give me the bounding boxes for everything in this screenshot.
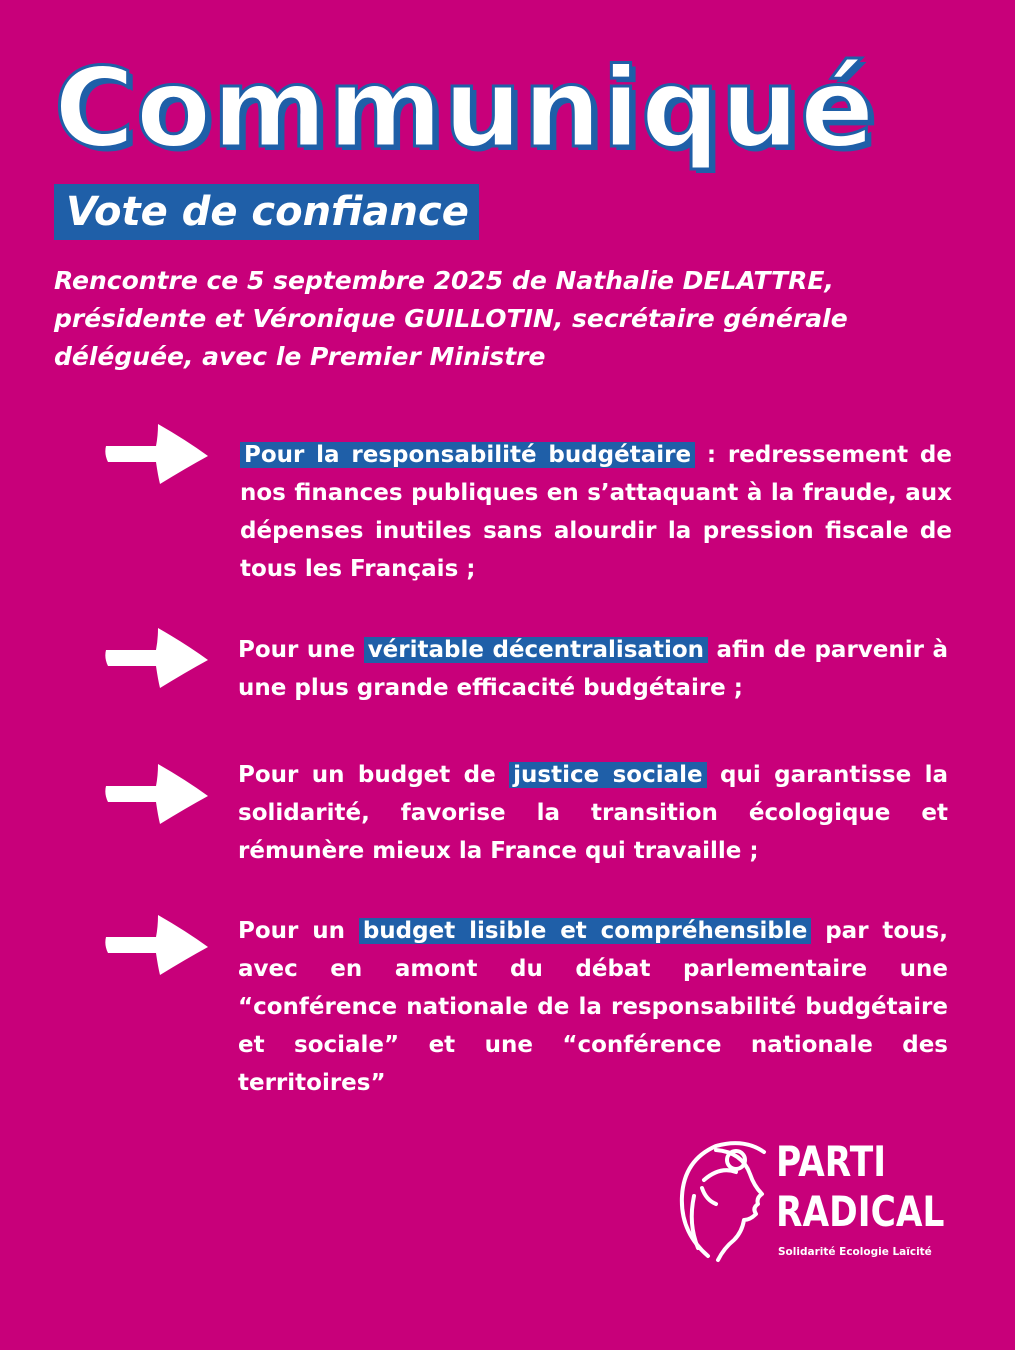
item-highlight: Pour la responsabilité budgétaire xyxy=(240,442,695,468)
marianne-icon xyxy=(672,1136,772,1264)
intro-text: Rencontre ce 5 septembre 2025 de Nathalie DELATTRE, présidente et Véronique GUILLOTIN, secrétaire générale déléguée, avec le Premier Ministre xyxy=(54,266,848,371)
item-highlight: justice sociale xyxy=(509,762,706,788)
arrow-right-icon xyxy=(100,762,212,826)
list-item-text xyxy=(238,912,948,1102)
arrow-right-icon xyxy=(100,626,212,690)
list-item-text xyxy=(238,756,948,870)
list-item-text xyxy=(240,436,952,588)
item-after: : redressement de nos finances publiques en s’attaquant à la fraude, aux dépenses inutiles sans alourdir la pression fiscale de tous les Français ; xyxy=(240,442,952,582)
arrow-right-icon xyxy=(100,422,212,486)
item-after: afin de parvenir à une plus grande efficacité budgétaire ; xyxy=(238,637,948,701)
list-item-text xyxy=(238,631,948,707)
item-before: Pour une xyxy=(238,637,364,663)
logo-line2: RADICAL xyxy=(776,1187,945,1236)
arrow-right-icon xyxy=(100,913,212,977)
item-highlight: véritable décentralisation xyxy=(364,637,708,663)
item-before: Pour un budget de xyxy=(238,762,510,788)
party-logo xyxy=(672,1136,945,1266)
page-title: Communiqué xyxy=(54,44,876,172)
item-before: Pour un xyxy=(238,918,359,944)
logo-line1: PARTI xyxy=(776,1137,887,1186)
item-after: par tous, avec en amont du débat parlementaire une “conférence nationale de la responsabilité budgétaire et sociale” et une “conférence nationale des territoires” xyxy=(238,918,948,1096)
item-highlight: budget lisible et compréhensible xyxy=(359,918,812,944)
subtitle-banner: Vote de confiance xyxy=(54,184,479,240)
logo-tagline: Solidarité Ecologie Laïcité xyxy=(778,1246,932,1258)
item-after: qui garantisse la solidarité, favorise la transition écologique et rémunère mieux la France qui travaille ; xyxy=(238,762,948,864)
